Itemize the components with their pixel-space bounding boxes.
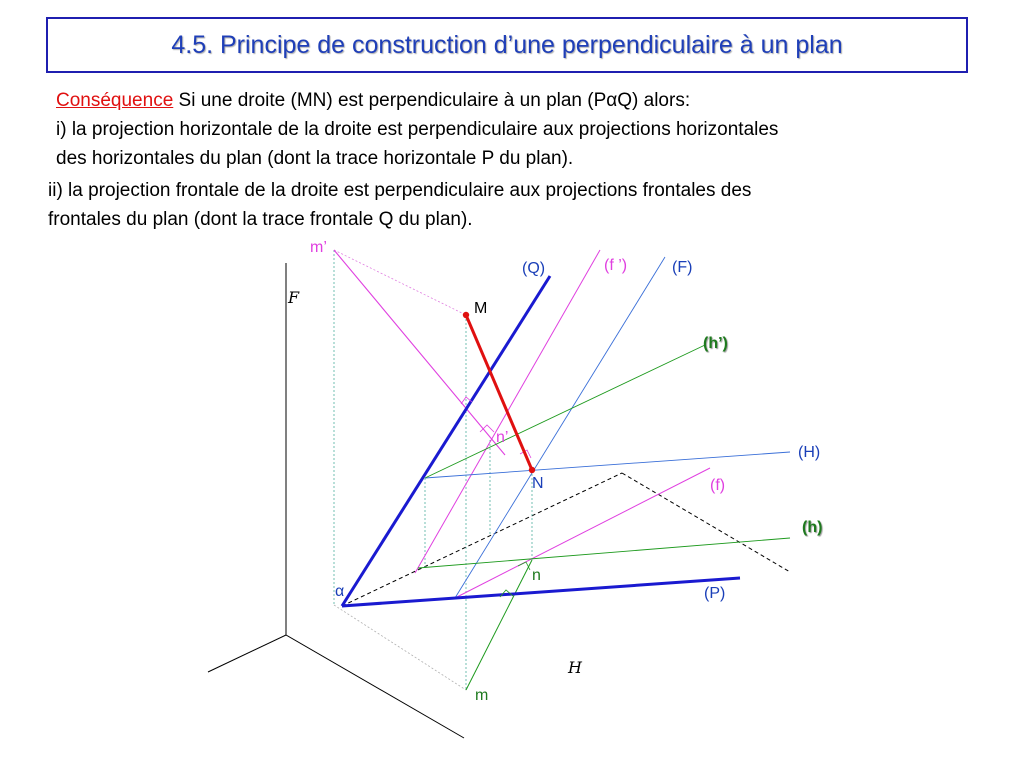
text-line-5: frontales du plan (dont la trace frontale Q du plan). bbox=[48, 209, 473, 230]
label-f: (f) bbox=[710, 477, 726, 494]
right-angle-marker-n bbox=[518, 562, 530, 570]
label-h-prime: (h’) bbox=[703, 335, 728, 352]
label-P: (P) bbox=[704, 585, 726, 602]
point-M bbox=[463, 312, 469, 318]
point-N bbox=[529, 467, 535, 473]
projector-m-ground bbox=[334, 605, 466, 690]
label-N: N bbox=[532, 475, 544, 492]
label-m: m bbox=[475, 687, 489, 704]
frontal-projection-mn bbox=[334, 250, 505, 455]
line-H bbox=[425, 452, 790, 478]
label-F: (F) bbox=[672, 259, 693, 276]
ground-line-right bbox=[286, 635, 464, 738]
horizontal-projection-mn bbox=[466, 560, 532, 690]
line-f bbox=[455, 468, 710, 598]
page-title: 4.5. Principe de construction d’une perpendiculaire à un plan bbox=[171, 30, 843, 59]
label-h: (h) bbox=[802, 519, 823, 536]
label-H: (H) bbox=[798, 444, 821, 461]
trace-P bbox=[342, 578, 740, 606]
right-angle-marker-n-prime bbox=[480, 425, 494, 432]
label-M: M bbox=[474, 300, 488, 317]
line-h-prime bbox=[425, 345, 705, 478]
label-f-prime: (f ’) bbox=[604, 257, 628, 274]
label-m-prime: m’ bbox=[310, 239, 327, 256]
plane-outline-right bbox=[622, 473, 790, 572]
ground-line-left bbox=[208, 635, 286, 672]
projector-m-top bbox=[334, 250, 466, 315]
label-Q: (Q) bbox=[522, 260, 546, 277]
label-alpha: α bbox=[335, 583, 345, 600]
consequence-statement: Si une droite (MN) est perpendiculaire à un plan (PαQ) alors: bbox=[173, 90, 691, 111]
label-n-prime: n’ bbox=[496, 429, 509, 446]
label-frontal-plane: F bbox=[288, 288, 300, 307]
consequence-word: Conséquence bbox=[56, 90, 174, 111]
text-line-2: i) la projection horizontale de la droite est perpendiculaire aux projections horizontales bbox=[56, 119, 779, 140]
text-line-3: des horizontales du plan (dont la trace horizontale P du plan). bbox=[56, 148, 574, 169]
label-horizontal-plane: H bbox=[568, 658, 582, 677]
line-h bbox=[418, 538, 790, 568]
text-line-4: ii) la projection frontale de la droite est perpendiculaire aux projections frontales des bbox=[48, 180, 752, 201]
label-n: n bbox=[532, 567, 541, 584]
